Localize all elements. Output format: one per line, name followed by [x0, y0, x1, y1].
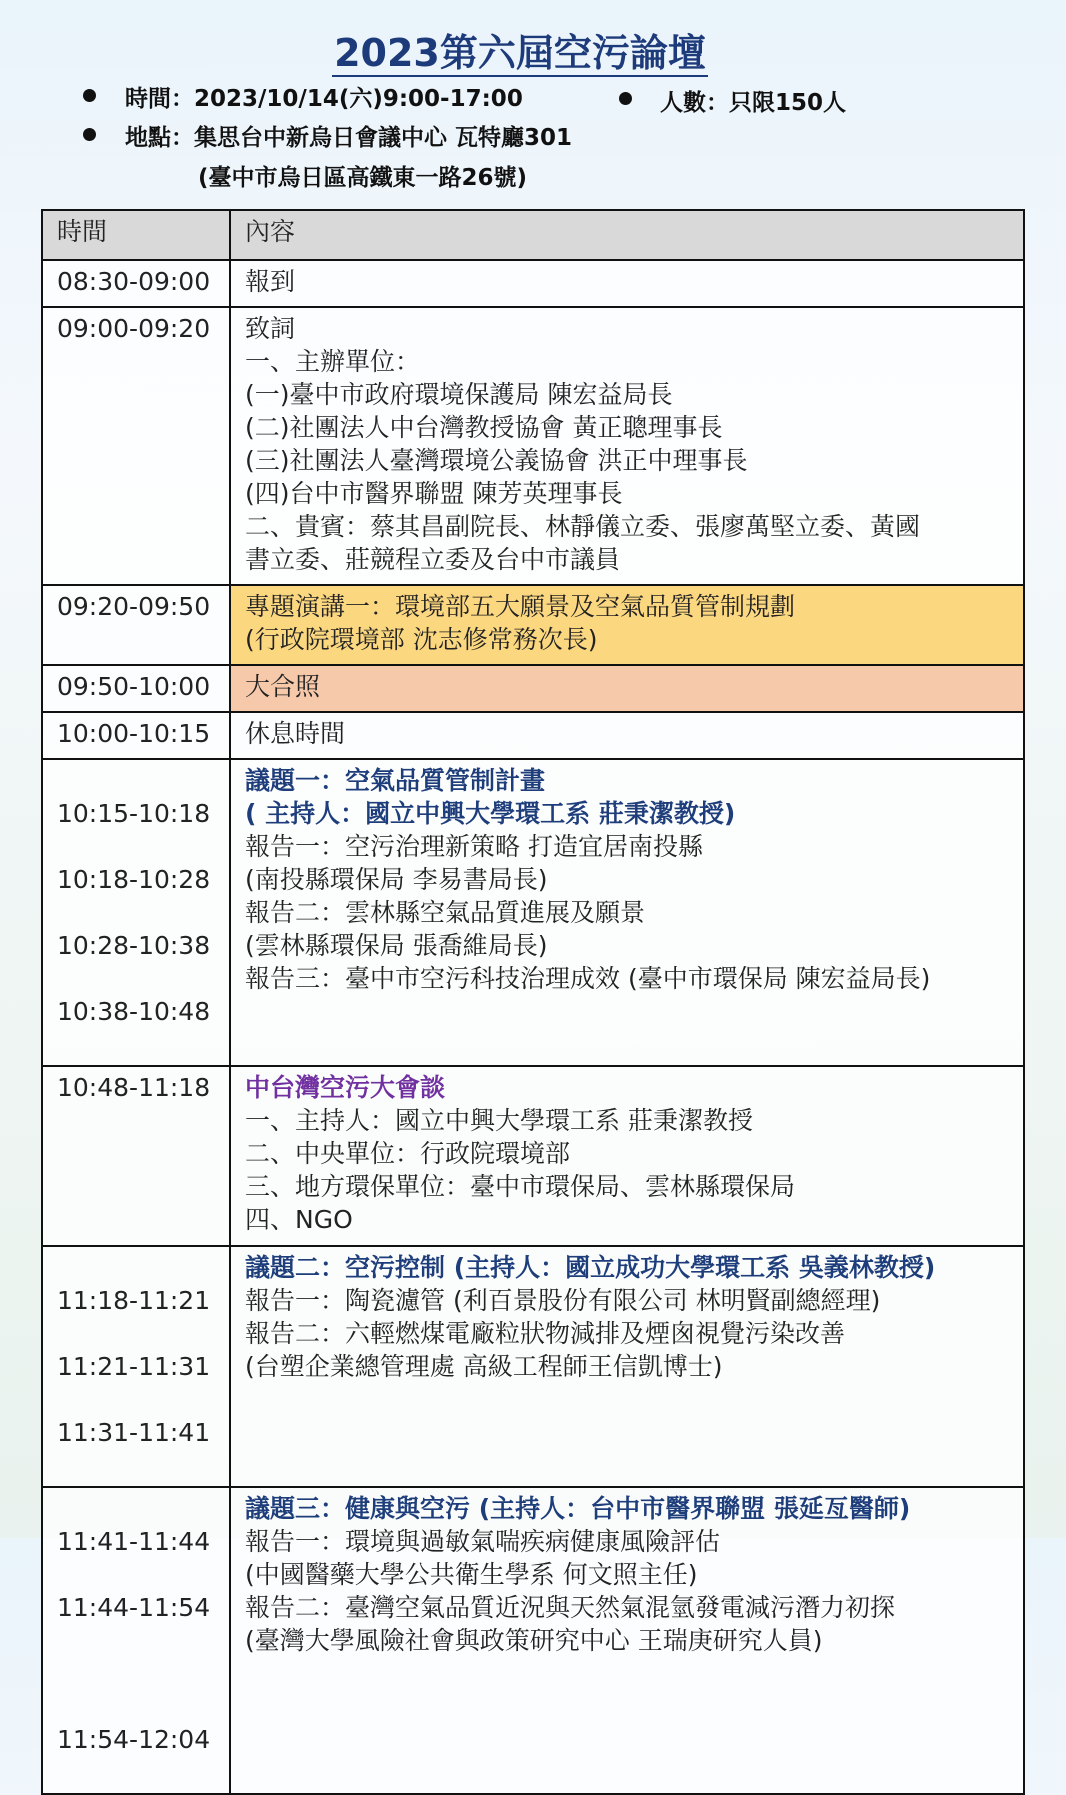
- content-line: 專題演講一：環境部五大願景及空氣品質管制規劃: [245, 592, 796, 621]
- event-venue: 地點：集思台中新烏日會議中心 瓦特廳301: [125, 125, 573, 151]
- content-line: 報告一：環境與過敏氣喘疾病健康風險評估: [245, 1527, 721, 1556]
- time-line: 11:18-11:21: [57, 1286, 211, 1315]
- table-row: [42, 585, 1024, 665]
- content-line: 書立委、莊競程立委及台中市議員: [245, 545, 621, 574]
- row-time: 09:50-10:00: [42, 665, 230, 712]
- page-title: 2023第六屆空污論壇: [334, 31, 706, 75]
- schedule-table: [41, 209, 1025, 1795]
- time-line: 10:38-10:48: [57, 997, 211, 1026]
- table-row: [42, 260, 1024, 307]
- table-row: [42, 712, 1024, 759]
- table-row: [42, 1487, 1024, 1794]
- content-line: (行政院環境部 沈志修常務次長): [245, 625, 598, 654]
- row-content: [230, 1066, 1024, 1246]
- time-line: 11:44-11:54: [57, 1593, 211, 1622]
- content-line: 一、主持人：國立中興大學環工系 莊秉潔教授: [245, 1106, 753, 1135]
- row-content: [230, 1246, 1024, 1487]
- row-time: 09:20-09:50: [42, 585, 230, 665]
- content-line: 報告三：臺中市空污科技治理成效 (臺中市環保局 陳宏益局長): [245, 964, 931, 993]
- row-time: [42, 1487, 230, 1794]
- bullet-icon: [83, 89, 96, 102]
- row-content: [230, 260, 1024, 307]
- table-row: [42, 665, 1024, 712]
- content-line: (三)社團法人臺灣環境公義協會 洪正中理事長: [245, 446, 748, 475]
- content-line: 報告一：空污治理新策略 打造宜居南投縣: [245, 832, 703, 861]
- content-line: (台塑企業總管理處 高級工程師王信凱博士): [245, 1352, 723, 1381]
- content-line: (一)臺中市政府環境保護局 陳宏益局長: [245, 380, 673, 409]
- content-line: (四)台中市醫界聯盟 陳芳英理事長: [245, 479, 623, 508]
- bullet-icon: [619, 92, 632, 105]
- content-line: 大合照: [245, 672, 321, 701]
- session-title: 議題三：健康與空污 (主持人：台中市醫界聯盟 張延亙醫師): [245, 1494, 911, 1523]
- event-time: 時間：2023/10/14(六)9:00-17:00: [125, 86, 523, 112]
- content-line: 二、貴賓：蔡其昌副院長、林靜儀立委、張廖萬堅立委、黃國: [245, 512, 921, 541]
- table-row: [42, 307, 1024, 585]
- session-title: 議題一：空氣品質管制計畫: [245, 766, 546, 795]
- content-line: 報告二：六輕燃煤電廠粒狀物減排及煙囪視覺污染改善: [245, 1319, 846, 1348]
- row-content: [230, 712, 1024, 759]
- time-line: 11:41-11:44: [57, 1527, 211, 1556]
- row-content: [230, 307, 1024, 585]
- content-line: 休息時間: [245, 719, 346, 748]
- row-time: 08:30-09:00: [42, 260, 230, 307]
- time-line: 10:18-10:28: [57, 865, 211, 894]
- content-line: 致詞: [245, 314, 296, 343]
- content-line: (臺灣大學風險社會與政策研究中心 王瑞庚研究人員): [245, 1626, 823, 1655]
- table-row: [42, 1246, 1024, 1487]
- session-host: ( 主持人：國立中興大學環工系 莊秉潔教授): [245, 799, 736, 828]
- time-line: 11:21-11:31: [57, 1352, 211, 1381]
- column-header-time: 時間: [42, 210, 230, 260]
- row-content: [230, 1487, 1024, 1794]
- row-time: 10:00-10:15: [42, 712, 230, 759]
- row-time: 09:00-09:20: [42, 307, 230, 585]
- content-line: 四、NGO: [245, 1205, 353, 1234]
- row-content: [230, 759, 1024, 1066]
- table-row: [42, 759, 1024, 1066]
- row-content: [230, 665, 1024, 712]
- table-header-row: [42, 210, 1024, 260]
- row-time: [42, 1246, 230, 1487]
- content-line: (南投縣環保局 李易書局長): [245, 865, 548, 894]
- table-row: [42, 1066, 1024, 1246]
- session-title: 議題二：空污控制 (主持人：國立成功大學環工系 吳義林教授): [245, 1253, 936, 1282]
- event-address: (臺中市烏日區高鐵東一路26號): [198, 165, 528, 191]
- row-time: 10:48-11:18: [42, 1066, 230, 1246]
- content-line: 報告二：臺灣空氣品質近況與天然氣混氫發電減污潛力初探: [245, 1593, 896, 1622]
- time-line: 10:15-10:18: [57, 799, 211, 828]
- time-line: [57, 1657, 221, 1690]
- time-line: 11:31-11:41: [57, 1418, 211, 1447]
- content-line: (二)社團法人中台灣教授協會 黃正聰理事長: [245, 413, 723, 442]
- session-title: 中台灣空污大會談: [245, 1073, 446, 1102]
- event-capacity: 人數：只限150人: [660, 90, 847, 116]
- content-line: 二、中央單位：行政院環境部: [245, 1139, 571, 1168]
- time-line: 11:54-12:04: [57, 1725, 211, 1754]
- content-line: (雲林縣環保局 張喬維局長): [245, 931, 548, 960]
- content-line: 報到: [245, 267, 296, 296]
- time-line: 10:28-10:38: [57, 931, 211, 960]
- bullet-icon: [83, 128, 96, 141]
- row-content: [230, 585, 1024, 665]
- content-line: (中國醫藥大學公共衛生學系 何文照主任): [245, 1560, 698, 1589]
- row-time: [42, 759, 230, 1066]
- content-line: 一、主辦單位：: [245, 347, 421, 376]
- content-line: 三、地方環保單位：臺中市環保局、雲林縣環保局: [245, 1172, 796, 1201]
- content-line: 報告二：雲林縣空氣品質進展及願景: [245, 898, 646, 927]
- column-header-content: 內容: [230, 210, 1024, 260]
- content-line: 報告一：陶瓷濾管 (利百景股份有限公司 林明賢副總經理): [245, 1286, 881, 1315]
